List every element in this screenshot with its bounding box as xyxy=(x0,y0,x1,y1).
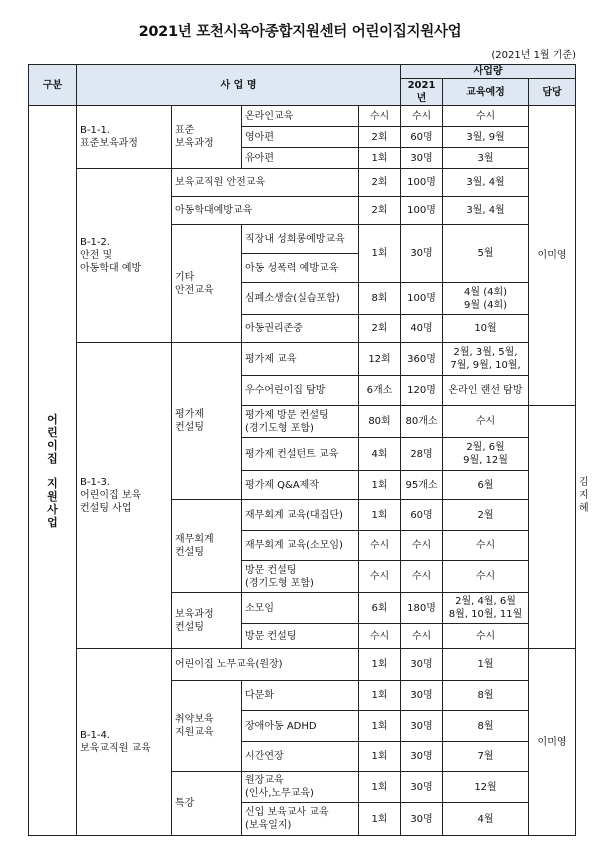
item-times: 1회 xyxy=(359,500,401,531)
item-schedule: 수시 xyxy=(443,406,529,438)
item-people: 30명 xyxy=(401,649,443,681)
header-project: 사 업 명 xyxy=(77,65,401,106)
item-schedule: 수시 xyxy=(443,561,529,593)
item-name: 우수어린이집 탐방 xyxy=(242,376,359,406)
item-name: 유아편 xyxy=(242,148,359,169)
item-name: 평가제 방문 컨설팅 (경기도형 포함) xyxy=(242,406,359,438)
item-name: 원장교육 (인사,노무교육) xyxy=(242,772,359,803)
item-people: 30명 xyxy=(401,772,443,803)
item-schedule: 12월 xyxy=(443,772,529,803)
item-name: 평가제 교육 xyxy=(242,343,359,376)
item-people: 30명 xyxy=(401,742,443,772)
item-times: 4회 xyxy=(359,438,401,471)
section-b-1-3: B-1-3. 어린이집 보육 컨설팅 사업 xyxy=(77,343,172,649)
item-name: 평가제 컨설턴트 교육 xyxy=(242,438,359,471)
item-schedule: 수시 xyxy=(443,624,529,649)
item-schedule: 5월 xyxy=(443,225,529,283)
item-times: 1회 xyxy=(359,711,401,742)
item-people: 120명 xyxy=(401,376,443,406)
header-category: 구분 xyxy=(29,65,77,106)
item-schedule: 3월, 9월 xyxy=(443,127,529,148)
item-name: 심폐소생술(실습포함) xyxy=(242,283,359,315)
item-schedule: 수시 xyxy=(443,531,529,561)
item-schedule: 온라인 랜선 탐방 xyxy=(443,376,529,406)
header-schedule: 교육예정 xyxy=(443,79,529,106)
item-people: 수시 xyxy=(401,561,443,593)
item-people: 360명 xyxy=(401,343,443,376)
table-row: B-1-3. 어린이집 보육 컨설팅 사업 평가제 컨설팅 평가제 교육 12회 360명 2월, 3월, 5월, 7월, 9월, 10월, 김지혜 xyxy=(29,343,576,376)
item-times: 2회 xyxy=(359,197,401,225)
item-people: 60명 xyxy=(401,500,443,531)
item-name: 다문화 xyxy=(242,681,359,711)
item-people: 30명 xyxy=(401,225,443,283)
subgroup-special: 특강 xyxy=(172,772,242,836)
item-name: 신입 보육교사 교육 (보육일지) xyxy=(242,803,359,836)
item-people: 28명 xyxy=(401,438,443,471)
item-people: 40명 xyxy=(401,315,443,343)
project-table xyxy=(28,64,589,836)
item-name: 아동권리존중 xyxy=(242,315,359,343)
item-schedule: 10월 xyxy=(443,315,529,343)
item-people: 60명 xyxy=(401,127,443,148)
item-times: 수시 xyxy=(359,624,401,649)
item-name: 재무회계 교육(대집단) xyxy=(242,500,359,531)
item-times: 1회 xyxy=(359,225,401,283)
item-name: 보육교직원 안전교육 xyxy=(172,169,359,197)
item-schedule: 1월 xyxy=(443,649,529,681)
table-row xyxy=(29,169,576,197)
item-times: 2회 xyxy=(359,315,401,343)
item-people: 수시 xyxy=(401,624,443,649)
item-schedule: 2월, 3월, 5월, 7월, 9월, 10월, xyxy=(443,343,529,376)
table-row xyxy=(29,649,576,681)
item-schedule: 3월, 4월 xyxy=(443,197,529,225)
item-name: 직장내 성희롱예방교육 xyxy=(242,225,359,254)
item-name: 재무회계 교육(소모임) xyxy=(242,531,359,561)
subgroup-other-safety: 기타 안전교육 xyxy=(172,225,242,343)
item-schedule: 6월 xyxy=(443,471,529,500)
section-b-1-1: B-1-1. 표준보육과정 xyxy=(77,106,172,169)
item-schedule: 8월 xyxy=(443,681,529,711)
item-schedule: 3월 xyxy=(443,148,529,169)
item-people: 180명 xyxy=(401,593,443,624)
item-times: 2회 xyxy=(359,169,401,197)
item-people: 100명 xyxy=(401,197,443,225)
item-schedule: 8월 xyxy=(443,711,529,742)
page-title: 2021년 포천시육아종합지원센터 어린이집지원사업 xyxy=(138,24,462,40)
item-times: 6회 xyxy=(359,593,401,624)
subgroup-eval: 평가제 컨설팅 xyxy=(172,343,242,500)
table-row xyxy=(29,106,576,127)
item-name: 소모임 xyxy=(242,593,359,624)
item-times: 1회 xyxy=(359,772,401,803)
reference-date: (2021년 1월 기준) xyxy=(491,50,576,61)
item-schedule: 4월 (4회) 9월 (4회) xyxy=(443,283,529,315)
item-name: 영아편 xyxy=(242,127,359,148)
item-times: 6개소 xyxy=(359,376,401,406)
manager-1: 이미영 xyxy=(529,106,576,406)
item-schedule: 2월, 6월 9월, 12월 xyxy=(443,438,529,471)
item-times: 2회 xyxy=(359,127,401,148)
subgroup-standard: 표준 보육과정 xyxy=(172,106,242,169)
item-name: 어린이집 노무교육(원장) xyxy=(172,649,359,681)
item-name: 온라인교육 xyxy=(242,106,359,127)
item-schedule: 3월, 4월 xyxy=(443,169,529,197)
item-name: 아동학대예방교육 xyxy=(172,197,359,225)
item-times: 수시 xyxy=(359,531,401,561)
header-manager: 담당 xyxy=(529,79,576,106)
section-b-1-4: B-1-4. 보육교직원 교육 xyxy=(77,649,172,836)
item-people: 수시 xyxy=(401,531,443,561)
item-people: 80개소 xyxy=(401,406,443,438)
item-people: 30명 xyxy=(401,711,443,742)
item-schedule: 수시 xyxy=(443,106,529,127)
item-name: 방문 컨설팅 (경기도형 포함) xyxy=(242,561,359,593)
item-times: 수시 xyxy=(359,561,401,593)
item-schedule: 4월 xyxy=(443,803,529,836)
header-volume: 사업량 xyxy=(401,65,576,79)
item-times: 1회 xyxy=(359,803,401,836)
item-schedule: 7월 xyxy=(443,742,529,772)
subgroup-vulnerable: 취약보육 지원교육 xyxy=(172,681,242,772)
section-b-1-2: B-1-2. 안전 및 아동학대 예방 xyxy=(77,169,172,343)
item-people: 수시 xyxy=(401,106,443,127)
item-schedule: 2월, 4월, 6월 8월, 10월, 11월 xyxy=(443,593,529,624)
item-people: 30명 xyxy=(401,803,443,836)
item-times: 1회 xyxy=(359,681,401,711)
item-times: 80회 xyxy=(359,406,401,438)
item-times: 1회 xyxy=(359,742,401,772)
item-times: 1회 xyxy=(359,471,401,500)
item-name: 아동 성폭력 예방교육 xyxy=(242,254,359,283)
item-people: 30명 xyxy=(401,681,443,711)
item-name: 평가제 Q&A제작 xyxy=(242,471,359,500)
item-name: 시간연장 xyxy=(242,742,359,772)
item-times: 8회 xyxy=(359,283,401,315)
header-year: 2021년 xyxy=(401,79,443,106)
item-name: 장애아동 ADHD xyxy=(242,711,359,742)
item-times: 수시 xyxy=(359,106,401,127)
item-times: 1회 xyxy=(359,649,401,681)
item-people: 95개소 xyxy=(401,471,443,500)
item-people: 100명 xyxy=(401,169,443,197)
subgroup-finance: 재무회계 컨설팅 xyxy=(172,500,242,593)
item-times: 12회 xyxy=(359,343,401,376)
category-main-label: 어 린 이 집 지 원 사 업 xyxy=(29,106,77,836)
subgroup-curriculum: 보육과정 컨설팅 xyxy=(172,593,242,649)
item-people: 30명 xyxy=(401,148,443,169)
item-schedule: 2월 xyxy=(443,500,529,531)
manager-3: 이미영 xyxy=(529,649,576,836)
item-times: 1회 xyxy=(359,148,401,169)
item-people: 100명 xyxy=(401,283,443,315)
item-name: 방문 컨설팅 xyxy=(242,624,359,649)
